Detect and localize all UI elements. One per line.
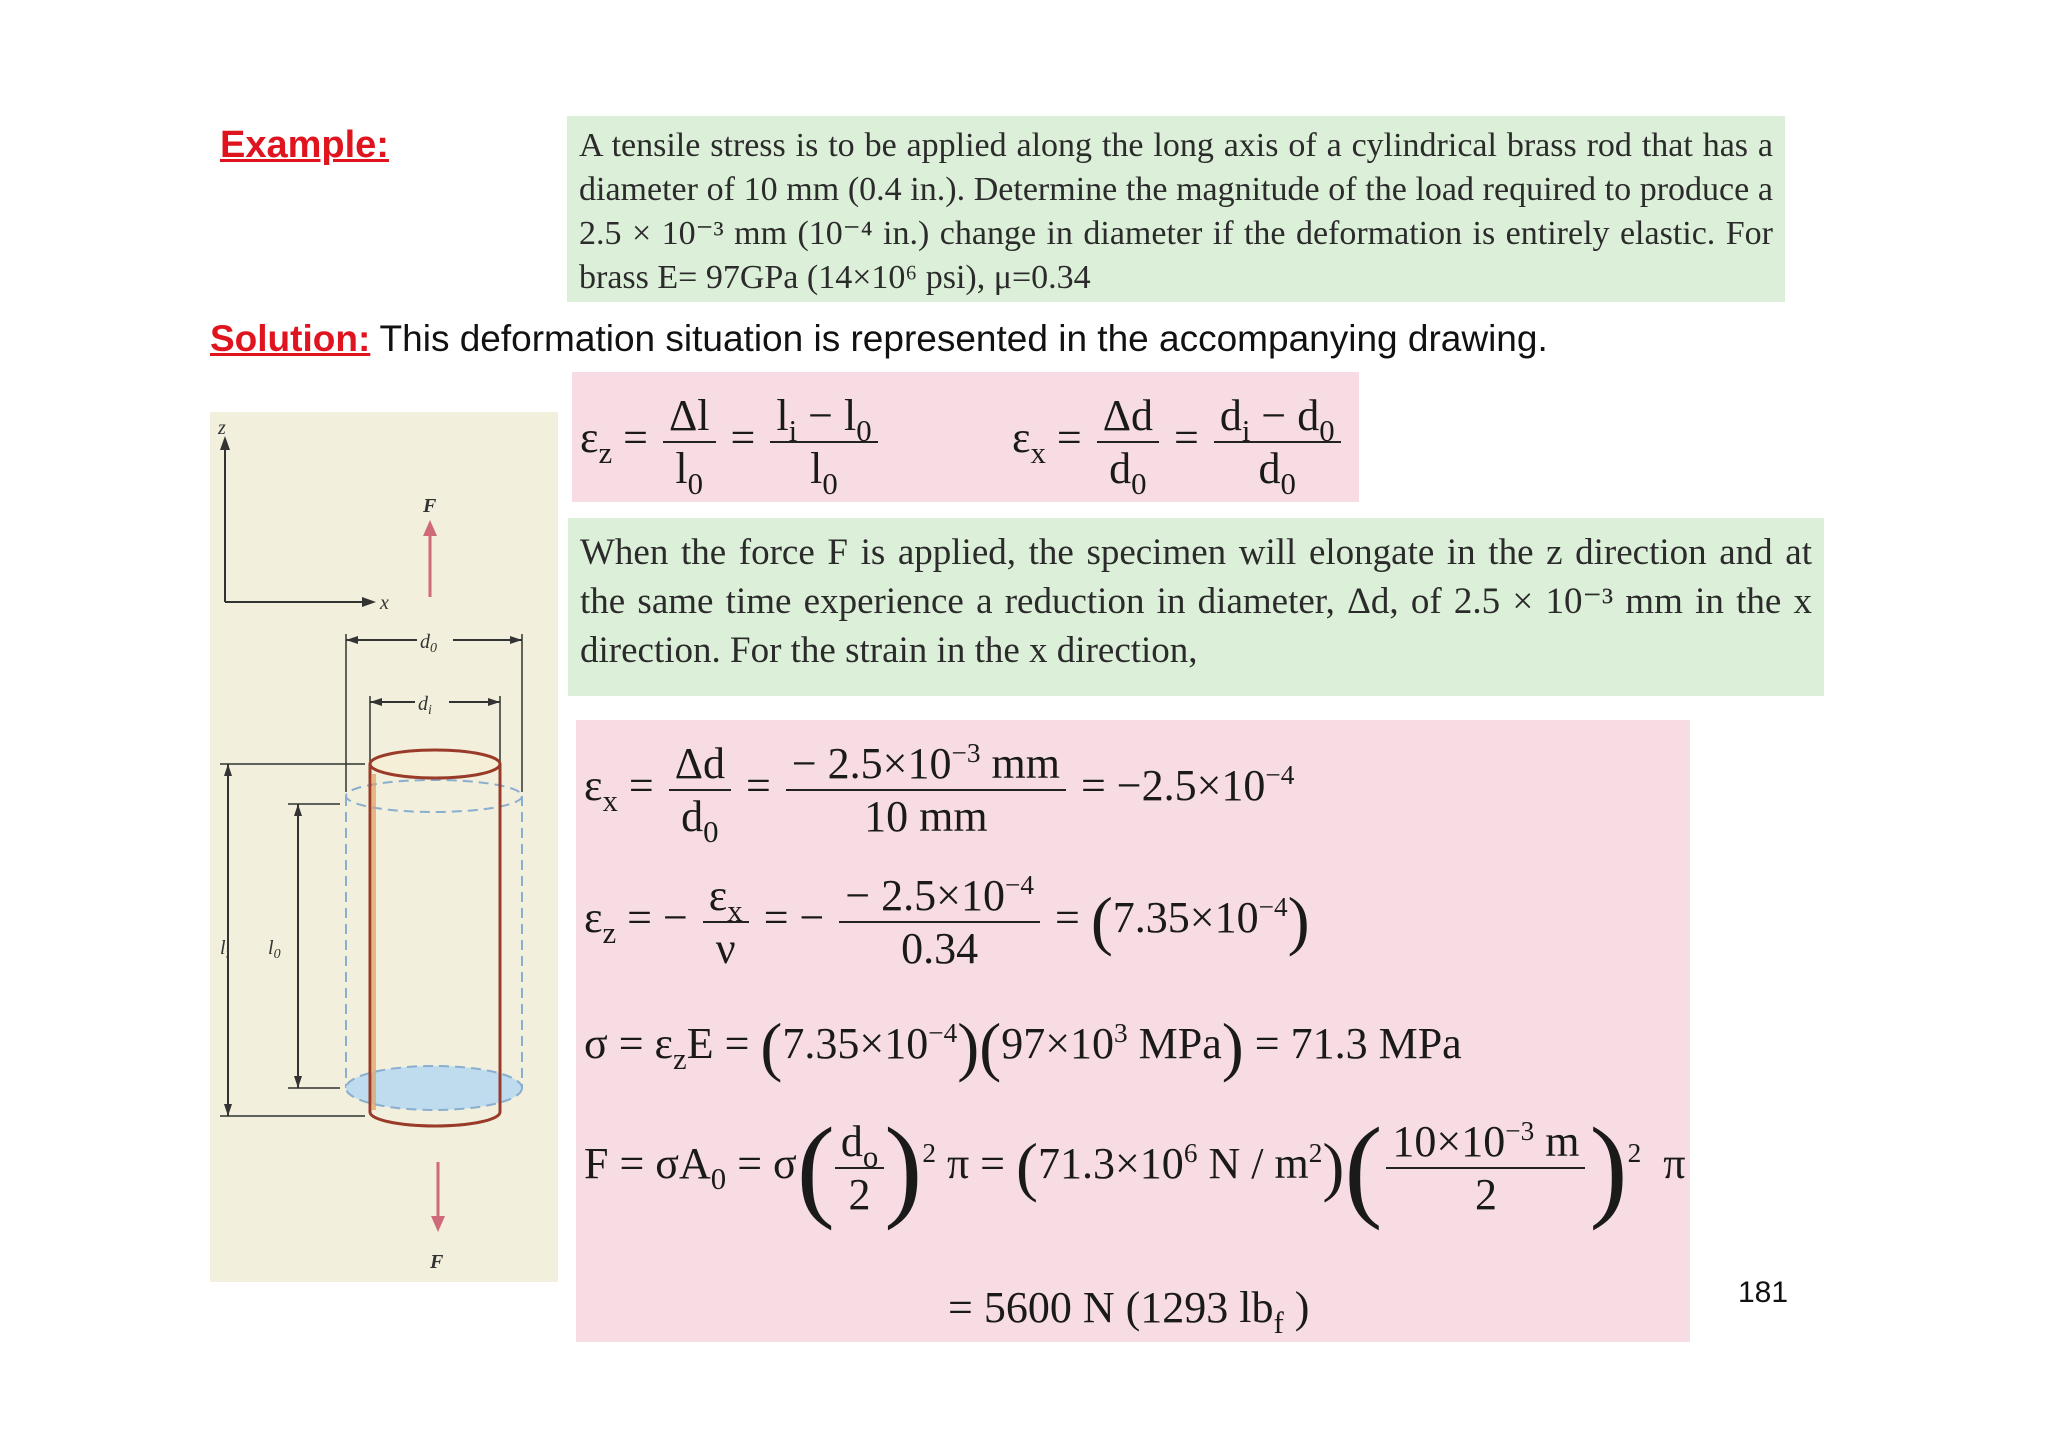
material-properties: For brass E= 97GPa (14×10⁶ psi), μ=0.34 xyxy=(579,215,1773,296)
problem-text: A tensile stress is to be applied along the long axis of a cylindrical brass rod that has a diameter of 10 mm (0.4 in.). Determine the magnitude of the load required to produce a 2.5 × 10⁻³ mm (10⁻⁴ in.) change in diameter if the deformation is entirely elastic. xyxy=(579,127,1773,252)
axis-x-label: x xyxy=(380,592,389,614)
equation-force: $F = \sigma A_0 = \sigma$( $\frac{d_o}{2}$ )$^2$ $\pi = (71.3\times 10^6$ N / $m^2$)( $\frac{10\times 10^{-3} m}{2}$ )$^2$ π xyxy=(584,1104,1686,1232)
tension-specimen-diagram xyxy=(210,412,558,1282)
page-number: 181 xyxy=(1738,1276,1789,1309)
equation-strain-z: $\varepsilon_z$ = − $\frac{\varepsilon_x}{\nu}$ = − $\frac{- 2.5\times 10^{-4}}{0.34}$ = $(7.35\times 10^{-4})$ xyxy=(584,869,1310,973)
example-label: Example: xyxy=(220,124,389,166)
strain-x-definition: $\varepsilon_x$ = $\frac{\Delta d}{d_0}$ = $\frac{d_i - d_0}{d_0}$ xyxy=(1012,390,1345,494)
axis-z-label: z xyxy=(218,417,226,439)
solution-intro: This deformation situation is represented in the accompanying drawing. xyxy=(379,318,1548,359)
figure-panel xyxy=(210,412,558,1282)
solution-line xyxy=(210,318,1548,361)
strain-definitions-box xyxy=(572,372,1359,502)
description-text: When the force F is applied, the specimen will elongate in the z direction and at the same time experience a reduction in diameter, Δd, of 2.5 × 10⁻³ mm in the x direction. For the strain in the x direction, xyxy=(580,532,1812,671)
calculation-box xyxy=(576,720,1690,1342)
strain-z-definition: $\varepsilon_z$ = $\frac{\Delta l}{l_0}$ = $\frac{l_i - l_0}{l_0}$ xyxy=(580,390,882,494)
d0-label: $d_0$ xyxy=(420,631,437,656)
deformed-top-ellipse xyxy=(370,750,500,778)
l0-label: $l_0$ xyxy=(268,937,281,962)
equation-stress: $\sigma = \varepsilon_zE = (7.35\times 10^{-4})(97\times 10^3$ MPa) = 71.3 MPa xyxy=(584,1010,1462,1084)
problem-box xyxy=(567,116,1785,302)
di-label: $d_i$ xyxy=(418,693,432,718)
force-label-bottom: F xyxy=(430,1251,444,1273)
li-label: $l_i$ xyxy=(220,937,230,962)
solution-label: Solution: xyxy=(210,318,371,359)
force-label-top: F xyxy=(423,495,437,517)
equation-strain-x: $\varepsilon_x$ = $\frac{\Delta d}{d_0}$ = $\frac{- 2.5\times 10^{-3} mm}{10 mm}$ = $-2.5\times 10^{-4}$ xyxy=(584,737,1295,849)
description-box xyxy=(568,518,1824,696)
equation-force-result: = 5600 N (1293 $lb_f$ ) xyxy=(948,1283,1310,1340)
